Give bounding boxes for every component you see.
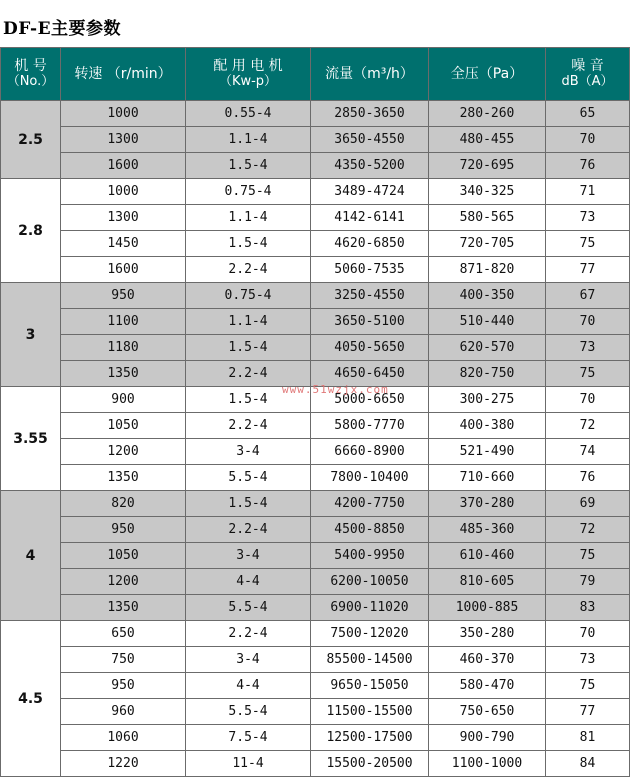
- pressure-cell: 1000-885: [429, 595, 546, 621]
- pressure-cell: 610-460: [429, 543, 546, 569]
- table-row: [1, 413, 630, 439]
- table-row: [1, 699, 630, 725]
- table-row: [1, 647, 630, 673]
- noise-cell: 73: [546, 647, 630, 673]
- table-row: [1, 283, 630, 309]
- motor-cell: 2.2-4: [186, 361, 311, 387]
- speed-cell: 820: [61, 491, 186, 517]
- pressure-cell: 480-455: [429, 127, 546, 153]
- motor-cell: 7.5-4: [186, 725, 311, 751]
- speed-cell: 1050: [61, 413, 186, 439]
- motor-cell: 4-4: [186, 673, 311, 699]
- flow-cell: 3650-5100: [311, 309, 429, 335]
- pressure-cell: 710-660: [429, 465, 546, 491]
- noise-cell: 70: [546, 309, 630, 335]
- noise-cell: 75: [546, 673, 630, 699]
- speed-cell: 650: [61, 621, 186, 647]
- header-motor: [186, 48, 311, 101]
- flow-cell: 9650-15050: [311, 673, 429, 699]
- noise-cell: 69: [546, 491, 630, 517]
- noise-cell: 70: [546, 621, 630, 647]
- flow-cell: 5800-7770: [311, 413, 429, 439]
- flow-cell: 4200-7750: [311, 491, 429, 517]
- noise-cell: 76: [546, 465, 630, 491]
- table-row: [1, 543, 630, 569]
- pressure-cell: 350-280: [429, 621, 546, 647]
- header-noise-sub: dB（A）: [561, 74, 614, 89]
- motor-cell: 1.5-4: [186, 491, 311, 517]
- speed-cell: 950: [61, 283, 186, 309]
- noise-cell: 84: [546, 751, 630, 777]
- speed-cell: 1000: [61, 179, 186, 205]
- speed-cell: 1300: [61, 205, 186, 231]
- motor-cell: 2.2-4: [186, 413, 311, 439]
- model-number-cell: 3.55: [1, 387, 61, 491]
- pressure-cell: 340-325: [429, 179, 546, 205]
- motor-cell: 5.5-4: [186, 699, 311, 725]
- pressure-cell: 820-750: [429, 361, 546, 387]
- speed-cell: 1350: [61, 465, 186, 491]
- table-row: [1, 205, 630, 231]
- motor-cell: 3-4: [186, 543, 311, 569]
- header-model-label: 机 号: [14, 58, 47, 74]
- pressure-cell: 280-260: [429, 101, 546, 127]
- noise-cell: 75: [546, 361, 630, 387]
- speed-cell: 960: [61, 699, 186, 725]
- pressure-cell: 580-470: [429, 673, 546, 699]
- motor-cell: 1.5-4: [186, 231, 311, 257]
- noise-cell: 73: [546, 335, 630, 361]
- motor-cell: 5.5-4: [186, 595, 311, 621]
- noise-cell: 70: [546, 387, 630, 413]
- motor-cell: 5.5-4: [186, 465, 311, 491]
- noise-cell: 65: [546, 101, 630, 127]
- speed-cell: 1350: [61, 361, 186, 387]
- motor-cell: 1.5-4: [186, 153, 311, 179]
- motor-cell: 1.5-4: [186, 387, 311, 413]
- noise-cell: 70: [546, 127, 630, 153]
- header-motor-label: 配 用 电 机: [213, 58, 283, 74]
- flow-cell: 6660-8900: [311, 439, 429, 465]
- table-row: [1, 491, 630, 517]
- speed-cell: 1100: [61, 309, 186, 335]
- noise-cell: 73: [546, 205, 630, 231]
- flow-cell: 4142-6141: [311, 205, 429, 231]
- noise-cell: 72: [546, 413, 630, 439]
- table-row: [1, 621, 630, 647]
- pressure-cell: 620-570: [429, 335, 546, 361]
- header-noise: [546, 48, 630, 101]
- motor-cell: 3-4: [186, 439, 311, 465]
- table-body: [1, 101, 630, 777]
- pressure-cell: 720-705: [429, 231, 546, 257]
- table-row: [1, 179, 630, 205]
- model-number-cell: 3: [1, 283, 61, 387]
- motor-cell: 2.2-4: [186, 257, 311, 283]
- motor-cell: 3-4: [186, 647, 311, 673]
- pressure-cell: 580-565: [429, 205, 546, 231]
- flow-cell: 4350-5200: [311, 153, 429, 179]
- header-flow: 流量（m³/h）: [311, 48, 429, 101]
- pressure-cell: 871-820: [429, 257, 546, 283]
- pressure-cell: 720-695: [429, 153, 546, 179]
- noise-cell: 75: [546, 543, 630, 569]
- flow-cell: 85500-14500: [311, 647, 429, 673]
- flow-cell: 4650-6450: [311, 361, 429, 387]
- flow-cell: 5400-9950: [311, 543, 429, 569]
- motor-cell: 2.2-4: [186, 621, 311, 647]
- flow-cell: 4050-5650: [311, 335, 429, 361]
- pressure-cell: 521-490: [429, 439, 546, 465]
- flow-cell: 7800-10400: [311, 465, 429, 491]
- page-title: DF-E主要参数: [3, 19, 122, 39]
- speed-cell: 900: [61, 387, 186, 413]
- table-row: [1, 127, 630, 153]
- pressure-cell: 900-790: [429, 725, 546, 751]
- motor-cell: 0.55-4: [186, 101, 311, 127]
- motor-cell: 4-4: [186, 569, 311, 595]
- pressure-cell: 400-350: [429, 283, 546, 309]
- flow-cell: 7500-12020: [311, 621, 429, 647]
- flow-cell: 6900-11020: [311, 595, 429, 621]
- flow-cell: 11500-15500: [311, 699, 429, 725]
- flow-cell: 3650-4550: [311, 127, 429, 153]
- watermark: www.51wzjx.com: [282, 383, 389, 396]
- flow-cell: 5000-6650: [311, 387, 429, 413]
- pressure-cell: 370-280: [429, 491, 546, 517]
- motor-cell: 0.75-4: [186, 179, 311, 205]
- table-row: [1, 673, 630, 699]
- model-number-cell: 4: [1, 491, 61, 621]
- pressure-cell: 1100-1000: [429, 751, 546, 777]
- noise-cell: 81: [546, 725, 630, 751]
- flow-cell: 12500-17500: [311, 725, 429, 751]
- speed-cell: 950: [61, 673, 186, 699]
- motor-cell: 11-4: [186, 751, 311, 777]
- flow-cell: 2850-3650: [311, 101, 429, 127]
- flow-cell: 5060-7535: [311, 257, 429, 283]
- table-row: [1, 569, 630, 595]
- noise-cell: 71: [546, 179, 630, 205]
- speed-cell: 1180: [61, 335, 186, 361]
- pressure-cell: 510-440: [429, 309, 546, 335]
- table-row: [1, 517, 630, 543]
- table-row: [1, 153, 630, 179]
- model-number-cell: 2.8: [1, 179, 61, 283]
- header-motor-sub: （Kw-p）: [218, 74, 278, 89]
- noise-cell: 76: [546, 153, 630, 179]
- table-row: [1, 231, 630, 257]
- flow-cell: 15500-20500: [311, 751, 429, 777]
- motor-cell: 0.75-4: [186, 283, 311, 309]
- speed-cell: 1600: [61, 153, 186, 179]
- table-row: [1, 465, 630, 491]
- flow-cell: 6200-10050: [311, 569, 429, 595]
- noise-cell: 75: [546, 231, 630, 257]
- model-number-cell: 2.5: [1, 101, 61, 179]
- pressure-cell: 300-275: [429, 387, 546, 413]
- speed-cell: 1200: [61, 439, 186, 465]
- speed-cell: 1200: [61, 569, 186, 595]
- flow-cell: 3250-4550: [311, 283, 429, 309]
- motor-cell: 1.1-4: [186, 205, 311, 231]
- speed-cell: 950: [61, 517, 186, 543]
- table-row: [1, 309, 630, 335]
- speed-cell: 1000: [61, 101, 186, 127]
- noise-cell: 77: [546, 699, 630, 725]
- noise-cell: 79: [546, 569, 630, 595]
- table-row: [1, 751, 630, 777]
- pressure-cell: 400-380: [429, 413, 546, 439]
- table-row: [1, 595, 630, 621]
- table-row: [1, 725, 630, 751]
- speed-cell: 1300: [61, 127, 186, 153]
- header-pressure: 全压（Pa）: [429, 48, 546, 101]
- speed-cell: 1050: [61, 543, 186, 569]
- pressure-cell: 750-650: [429, 699, 546, 725]
- header-model: [1, 48, 61, 101]
- flow-cell: 4500-8850: [311, 517, 429, 543]
- header-noise-label: 噪 音: [571, 58, 604, 74]
- table-header-row: [1, 48, 630, 101]
- model-number-cell: 4.5: [1, 621, 61, 777]
- noise-cell: 77: [546, 257, 630, 283]
- table-row: [1, 439, 630, 465]
- noise-cell: 83: [546, 595, 630, 621]
- motor-cell: 1.5-4: [186, 335, 311, 361]
- header-model-sub: （No.）: [6, 74, 55, 89]
- noise-cell: 74: [546, 439, 630, 465]
- flow-cell: 3489-4724: [311, 179, 429, 205]
- speed-cell: 1450: [61, 231, 186, 257]
- noise-cell: 72: [546, 517, 630, 543]
- speed-cell: 1350: [61, 595, 186, 621]
- table-row: [1, 257, 630, 283]
- noise-cell: 67: [546, 283, 630, 309]
- header-speed: 转速 （r/min）: [61, 48, 186, 101]
- pressure-cell: 485-360: [429, 517, 546, 543]
- motor-cell: 1.1-4: [186, 309, 311, 335]
- motor-cell: 2.2-4: [186, 517, 311, 543]
- parameter-table: [0, 47, 630, 777]
- speed-cell: 1060: [61, 725, 186, 751]
- pressure-cell: 810-605: [429, 569, 546, 595]
- flow-cell: 4620-6850: [311, 231, 429, 257]
- speed-cell: 1600: [61, 257, 186, 283]
- table-row: [1, 101, 630, 127]
- speed-cell: 1220: [61, 751, 186, 777]
- pressure-cell: 460-370: [429, 647, 546, 673]
- speed-cell: 750: [61, 647, 186, 673]
- motor-cell: 1.1-4: [186, 127, 311, 153]
- table-row: [1, 335, 630, 361]
